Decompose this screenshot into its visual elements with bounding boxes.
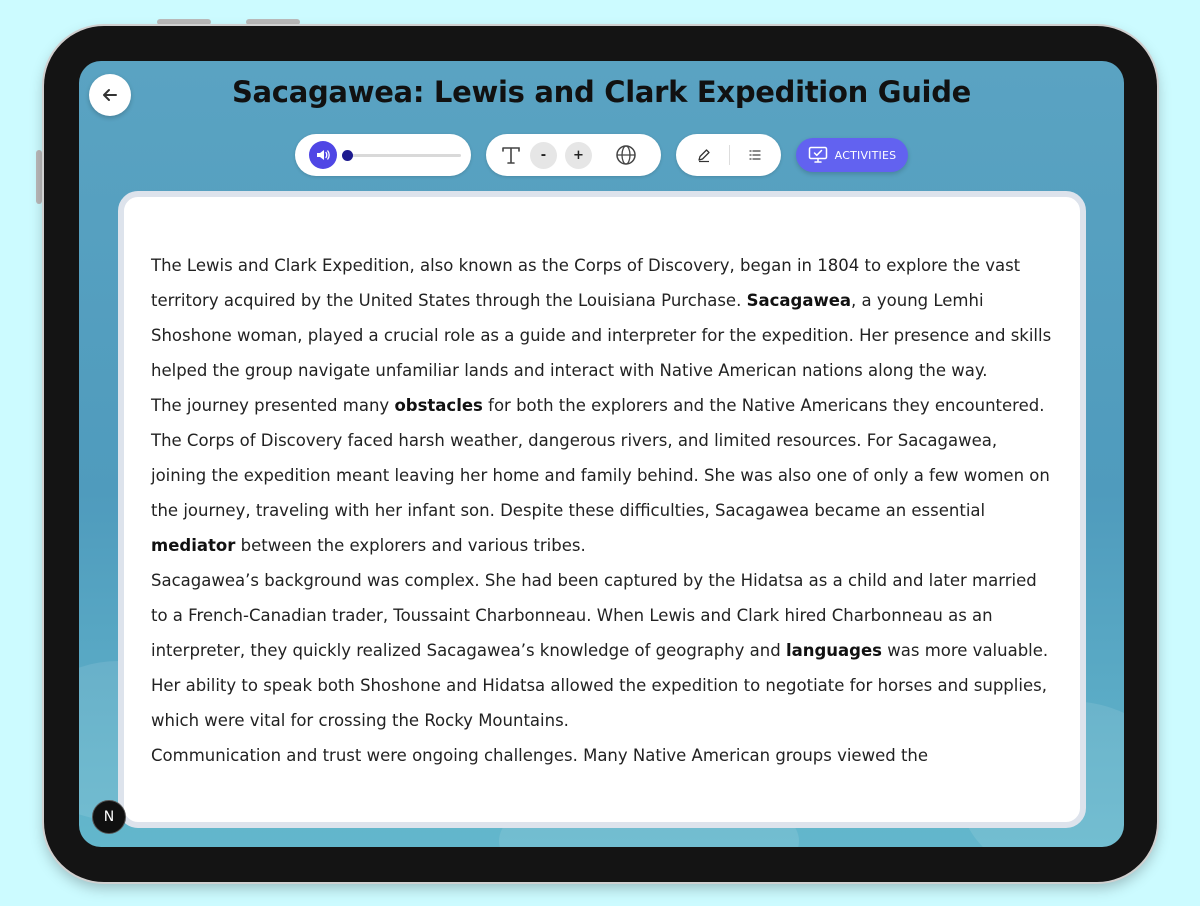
slider-track xyxy=(343,154,461,157)
toolbar-divider xyxy=(729,145,730,165)
tablet-frame xyxy=(44,26,1157,882)
app-screen xyxy=(79,61,1124,847)
dev-tools-badge[interactable]: N xyxy=(92,800,126,834)
play-audio-button[interactable] xyxy=(309,141,337,169)
reading-passage xyxy=(151,248,1057,773)
paragraph-text: The journey presented many xyxy=(151,396,395,415)
paragraph-4 xyxy=(151,738,1057,773)
speaker-icon xyxy=(315,147,331,163)
vocab-term-mediator[interactable]: mediator xyxy=(151,536,236,555)
audio-player xyxy=(295,134,471,176)
text-settings-group xyxy=(486,134,661,176)
translate-button[interactable] xyxy=(614,143,638,167)
paragraph-text: , a young Lemhi Shoshone woman, played a crucial role as a guide and interpreter for the expedition. Her presence and skills helped the group navigate unfamiliar lands and interact with Native American nations along the way. xyxy=(151,291,1052,380)
slider-knob[interactable] xyxy=(342,150,353,161)
highlight-button[interactable] xyxy=(695,146,713,164)
audio-progress-slider[interactable] xyxy=(343,149,461,161)
vocab-term-sacagawea[interactable]: Sacagawea xyxy=(746,291,852,310)
paragraph-text: Sacagawea’s background was complex. She had been captured by the Hidatsa as a child and later married to a French-Canadian trader, Toussaint Charbonneau. When Lewis and Clark hired Charbonneau as an interpreter, they quickly realized Sacagawea’s knowledge of geography and xyxy=(151,571,1037,660)
reading-passage-card[interactable] xyxy=(118,191,1086,828)
vocab-term-languages[interactable]: languages xyxy=(785,641,882,660)
activities-button[interactable] xyxy=(796,138,908,172)
paragraph-3 xyxy=(151,563,1057,738)
paragraph-text: was more valuable. Her ability to speak both Shoshone and Hidatsa allowed the expedition to negotiate for horses and supplies, which were vital for crossing the Rocky Mountains. xyxy=(151,641,1049,730)
monitor-check-icon xyxy=(808,146,828,164)
tablet-side-button xyxy=(36,150,42,204)
paragraph-2 xyxy=(151,388,1057,563)
paragraph-1 xyxy=(151,248,1057,388)
tablet-top-button-1 xyxy=(157,19,211,25)
page-title: Sacagawea: Lewis and Clark Expedition Guide xyxy=(231,75,972,109)
increase-font-button[interactable]: + xyxy=(565,142,592,169)
font-size-button[interactable] xyxy=(499,143,523,167)
decrease-font-button[interactable]: - xyxy=(530,142,557,169)
paragraph-text: between the explorers and various tribes. xyxy=(235,536,586,555)
paragraph-text: Communication and trust were ongoing challenges. Many Native American groups viewed the xyxy=(151,746,929,765)
list-icon xyxy=(748,148,762,162)
pencil-icon xyxy=(696,147,712,163)
tablet-top-button-2 xyxy=(246,19,300,25)
toolbar xyxy=(79,134,1124,176)
text-size-icon xyxy=(500,144,522,166)
activities-label: ACTIVITIES xyxy=(834,148,897,162)
globe-icon xyxy=(615,144,637,166)
list-view-button[interactable] xyxy=(746,146,764,164)
paragraph-text: for both the explorers and the Native Americans they encountered. The Corps of Discovery faced harsh weather, dangerous rivers, and limited resources. For Sacagawea, joining the expedition meant leaving her home and family behind. She was also one of only a few women on the journey, traveling with her infant son. Despite these difficulties, Sacagawea became an essential xyxy=(151,396,1050,520)
vocab-term-obstacles[interactable]: obstacles xyxy=(394,396,483,415)
paragraph-text: The Lewis and Clark Expedition, also known as the Corps of Discovery, began in 1804 to explore the vast territory acquired by the United States through the Louisiana Purchase. xyxy=(151,256,1021,310)
reading-tools-group xyxy=(676,134,781,176)
